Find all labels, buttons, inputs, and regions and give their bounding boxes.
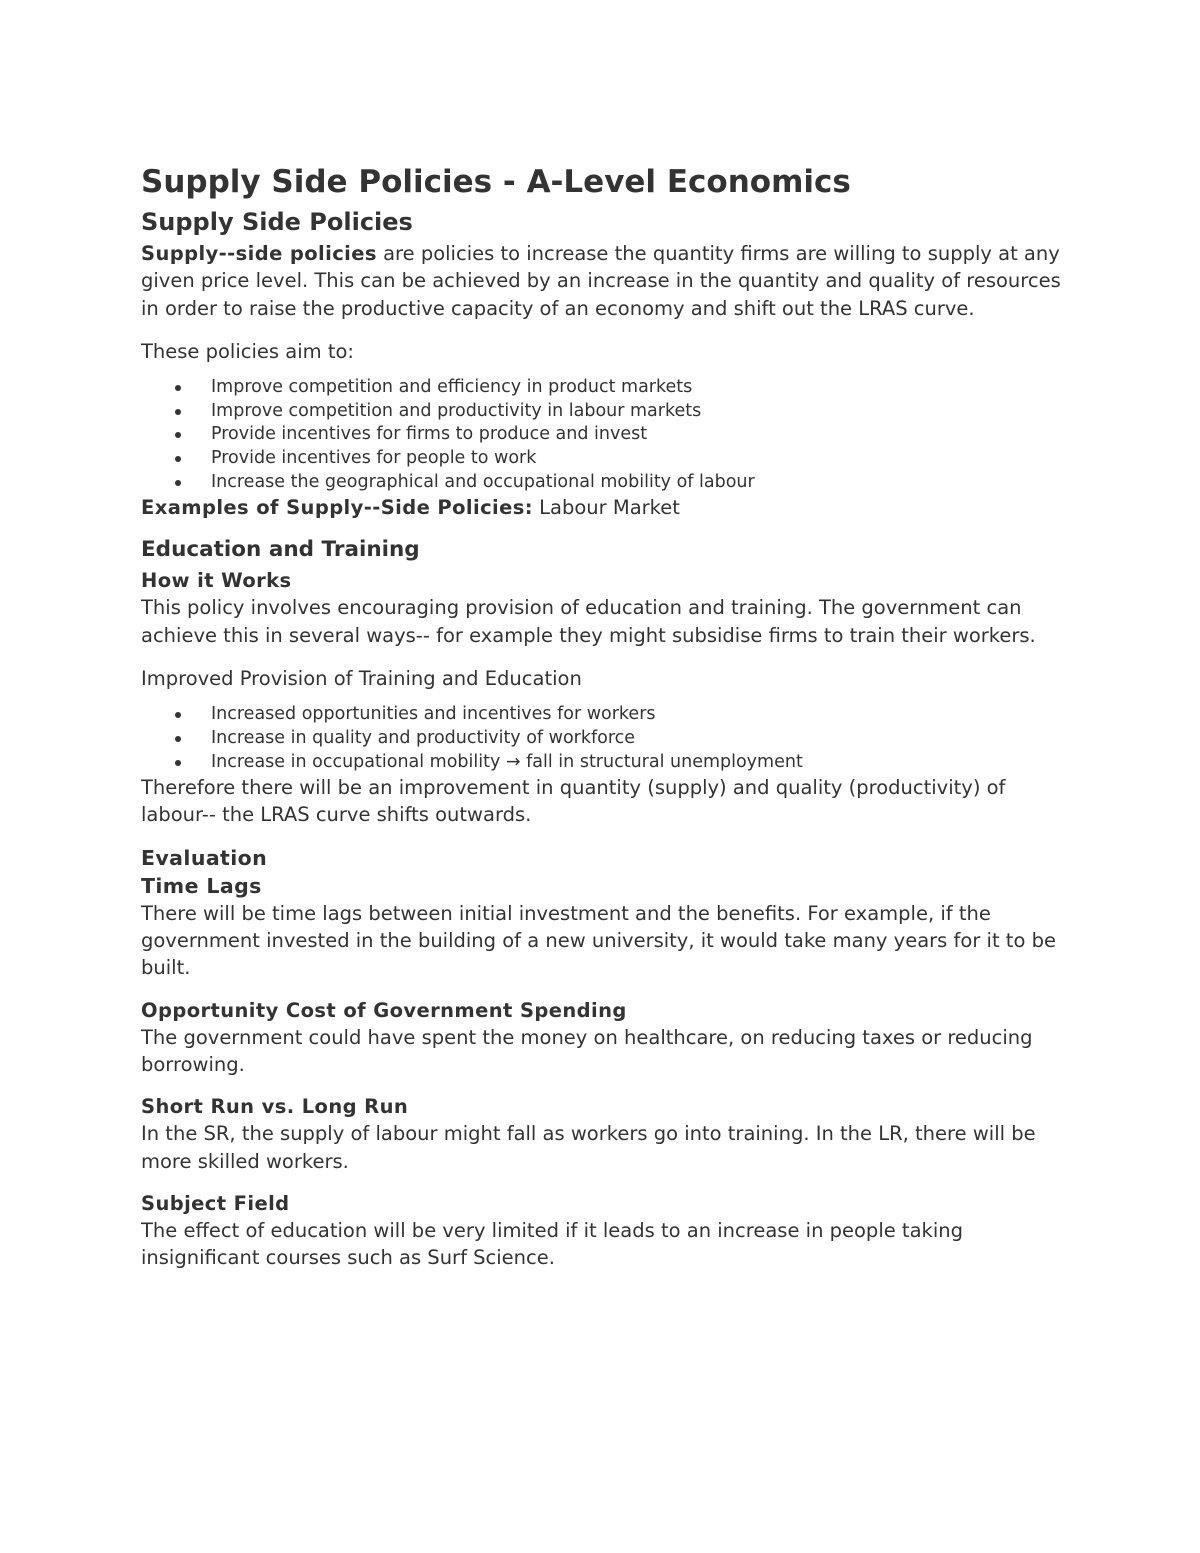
bullet-icon <box>175 760 181 766</box>
improved-provision-list <box>141 703 1071 774</box>
opportunity-cost-paragraph: The government could have spent the money on healthcare, on reducing taxes or reducing borrowing. <box>141 1025 1033 1076</box>
examples-text: Labour Market <box>532 496 680 520</box>
list-item: Provide incentives for firms to produce and invest <box>141 423 1071 447</box>
aims-list <box>141 376 1071 494</box>
bullet-icon <box>175 456 181 462</box>
section-heading-supply-side-policies: Supply Side Policies <box>141 208 413 236</box>
time-lags-paragraph: There will be time lags between initial investment and the benefits. For example, if the government invested in the building of a new university, it would take many years for it to be built. <box>141 901 1056 980</box>
examples-bold-label: Examples of Supply--Side Policies: <box>141 496 533 520</box>
heading-opportunity-cost: Opportunity Cost of Government Spending <box>141 998 627 1022</box>
subject-field-paragraph: The effect of education will be very limited if it leads to an increase in people taking insignificant courses such as Surf Science. <box>141 1218 963 1270</box>
bullet-icon <box>175 432 181 438</box>
list-item: Increase in quality and productivity of workforce <box>141 727 1071 751</box>
improved-provision-lead: Improved Provision of Training and Education <box>141 667 582 691</box>
bullet-icon <box>175 480 181 486</box>
heading-evaluation: Evaluation <box>141 845 268 870</box>
section-heading-education-training: Education and Training <box>141 537 420 563</box>
list-item: Increased opportunities and incentives for workers <box>141 703 1071 727</box>
list-item: Provide incentives for people to work <box>141 447 1071 471</box>
list-item: Increase in occupational mobility → fall in structural unemployment <box>141 751 1071 775</box>
intro-paragraph <box>141 240 1071 322</box>
bullet-icon <box>175 409 181 415</box>
heading-how-it-works: How it Works <box>141 569 292 593</box>
bullet-icon <box>175 736 181 742</box>
list-item: Improve competition and productivity in labour markets <box>141 400 1071 424</box>
how-it-works-paragraph: This policy involves encouraging provision of education and training. The government can achieve this in several ways-- for example they might subsidise firms to train their workers. <box>141 596 1036 647</box>
examples-line <box>141 494 1071 521</box>
document-title: Supply Side Policies - A-Level Economics <box>141 164 851 200</box>
heading-subject-field: Subject Field <box>141 1191 290 1215</box>
heading-short-run-long-run: Short Run vs. Long Run <box>141 1095 409 1119</box>
bullet-icon <box>175 385 181 391</box>
bullet-icon <box>175 712 181 718</box>
intro-bold-term: Supply--side policies <box>141 242 377 265</box>
list-item: Increase the geographical and occupational mobility of labour <box>141 471 1071 495</box>
therefore-paragraph: Therefore there will be an improvement in quantity (supply) and quality (productivity) of labour-- the LRAS curve shifts outwards. <box>141 776 1006 827</box>
intro-text: are policies to increase the quantity firms are willing to supply at any given price level. This can be achieved by an increase in the quantity and quality of resources in order to raise the productive capacity of an economy and shift out the LRAS curve. <box>141 242 1061 320</box>
document-page <box>141 160 1071 1271</box>
short-run-paragraph: In the SR, the supply of labour might fall as workers go into training. In the LR, there will be more skilled workers. <box>141 1122 1036 1173</box>
list-item: Improve competition and efficiency in product markets <box>141 376 1071 400</box>
heading-time-lags: Time Lags <box>141 873 262 898</box>
aims-lead: These policies aim to: <box>141 339 354 363</box>
